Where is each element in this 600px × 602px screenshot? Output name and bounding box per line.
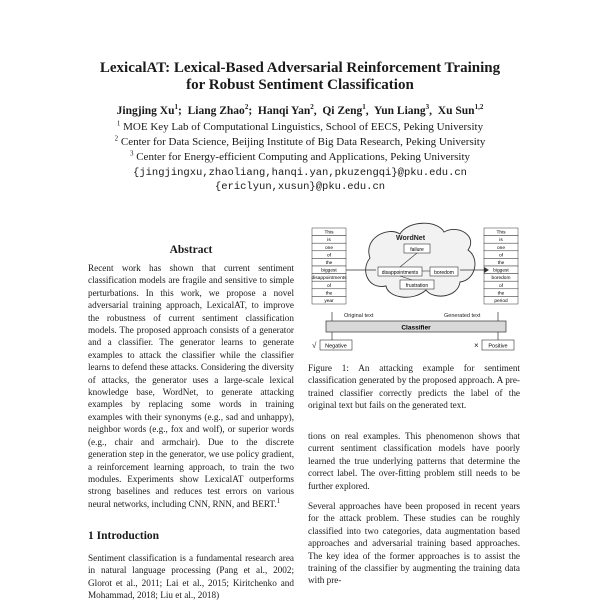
generated-word: the (497, 261, 505, 266)
generated-word: is (499, 238, 503, 244)
generated-word: the (497, 291, 505, 297)
node-frustration: frustration (405, 283, 429, 289)
author-affil-mark: 2 (310, 103, 314, 112)
title-line-2: for Robust Sentiment Classification (186, 77, 414, 93)
node-boredom: boredom (434, 270, 454, 276)
email-line-1[interactable]: {jingjingxu,zhaoliang,hanqi.yan,pkuzengqi}@pku.edu.cn (133, 167, 467, 179)
right-col-paragraph-2: Several approaches have been proposed in recent years for the attack problem. These studies can be roughly classified into two categories, data augmentation based approaches and adversarial training based approaches. The key idea of the former approaches is to assist the training of the classifier by augmenting the training data with pre- (308, 501, 520, 586)
cross-mark: × (474, 341, 479, 350)
generated-word: of (498, 283, 504, 289)
generated-word: one (496, 245, 506, 251)
author-list: Jingjing Xu$^1$; Liang Zhao$^2$; Hanqi Yan$^2$, Qi Zeng$^1$, Yun Liang$^3$, Xu Sun$^{1,2}$ (116, 103, 484, 117)
original-word: of (326, 283, 332, 289)
email-line-2[interactable]: {ericlyun,xusun}@pku.edu.cn (214, 181, 386, 193)
section-heading-introduction: 1 Introduction (88, 530, 160, 542)
author-name: Qi Zeng (322, 105, 363, 117)
affiliation-mark: 1 (116, 119, 121, 128)
affiliation-2 (0, 136, 600, 149)
abstract-heading: Abstract (169, 244, 213, 256)
generated-text-label: Generated text (444, 313, 481, 319)
affiliation-text: MOE Key Lab of Computational Linguistics, School of EECS, Peking University (123, 121, 484, 133)
generated-word: boredom (491, 276, 511, 282)
affiliation-mark: 2 (114, 134, 119, 143)
node-failure: failure (410, 247, 424, 253)
affiliation-1 (0, 121, 600, 134)
original-word: disappointments (311, 276, 347, 282)
generated-word: of (498, 253, 504, 259)
affiliation-3 (0, 151, 600, 164)
author-affil-mark: 1,2 (474, 103, 484, 112)
right-col-paragraph-1: tions on real examples. This phenomenon shows that current sentiment classification models have poorly learned the true underlying patterns that determine the correct label. The over-fitting problem still needs to be further explored. (308, 431, 520, 491)
generated-word: biggest (493, 268, 509, 274)
author-name: Liang Zhao (187, 105, 245, 117)
generated-word-table (484, 228, 518, 304)
original-word: is (327, 238, 331, 244)
affiliation-text: Center for Data Science, Beijing Institute of Big Data Research, Peking University (120, 136, 486, 148)
author-name: Jingjing Xu (116, 105, 175, 117)
author-affil-mark: 2 (244, 103, 249, 112)
author-affil-mark: 1 (362, 103, 366, 112)
paper-title (0, 60, 600, 94)
figure-1 (308, 218, 520, 358)
figure-caption: Figure 1: An attacking example for sentiment classification generated by the proposed approach. A pre-trained classifier correctly predicts the label of the original text but fails on the generated text. (308, 363, 520, 411)
check-mark: √ (312, 341, 317, 350)
positive-label: Positive (488, 343, 508, 350)
introduction-text: Sentiment classification is a fundamental research area in natural language processing (Pang et al., 2002; Glorot et al., 2011; Lai et al., 2015; Kiritchenko and Mohammad, 2018; Liu et al., 2018) (88, 553, 294, 601)
generated-word: This (496, 230, 506, 236)
original-word: year (324, 299, 334, 304)
negative-label: Negative (325, 343, 347, 350)
affiliation-mark: 3 (129, 149, 134, 158)
original-word: of (326, 253, 332, 259)
author-name: Hanqi Yan (257, 105, 311, 117)
original-word: the (325, 261, 333, 266)
author-name: Xu Sun (437, 105, 475, 117)
classifier-label: Classifier (401, 324, 431, 332)
abstract-text: Recent work has shown that current sentiment classification models are fragile and sensitive to simple perturbations. In this work, we propose a novel adversarial training approach, LexicalAT, to improve the robustness of current sentiment classification models. The proposed approach consists of a generator and a classifier. The generator learns to generate examples to attack the classifier while the classifier learns to defend these attacks. Considering the diversity of attacks, the generator uses a large-scale lexical knowledge base, WordNet, to generate attacking examples by replacing some words in training examples with their synonyms (e.g., sad and unhappy), neighbor words (e.g., fox and wolf), or superior words (e.g., chair and armchair). Due to the discrete generation step in the generator, we use policy gradient, a reinforcement learning approach, to train the two modules. Experiments show LexicalAT outperforms strong baselines and reduces test errors on various neural networks, including CNN, RNN, and BERT. (88, 263, 294, 509)
original-word-table (312, 228, 348, 304)
footnote-mark[interactable]: 1 (276, 496, 281, 505)
author-affil-mark: 1 (174, 103, 179, 112)
author-name: Yun Liang (373, 105, 426, 117)
affiliation-text: Center for Energy-efficient Computing and Applications, Peking University (136, 151, 471, 163)
original-word: biggest (321, 268, 337, 274)
abstract-body (88, 262, 294, 510)
generated-word: period (494, 299, 508, 304)
author-affil-mark: 3 (425, 103, 430, 112)
original-word: one (324, 245, 334, 251)
cloud-title: WordNet (396, 235, 426, 242)
original-word: the (325, 291, 333, 297)
node-disappointments: disappointments (381, 270, 419, 276)
figure-diagram (308, 218, 520, 358)
original-word: This (324, 230, 334, 236)
original-text-label: Original text (344, 313, 374, 319)
title-line-1: LexicalAT: Lexical-Based Adversarial Reinforcement Training (99, 60, 501, 76)
